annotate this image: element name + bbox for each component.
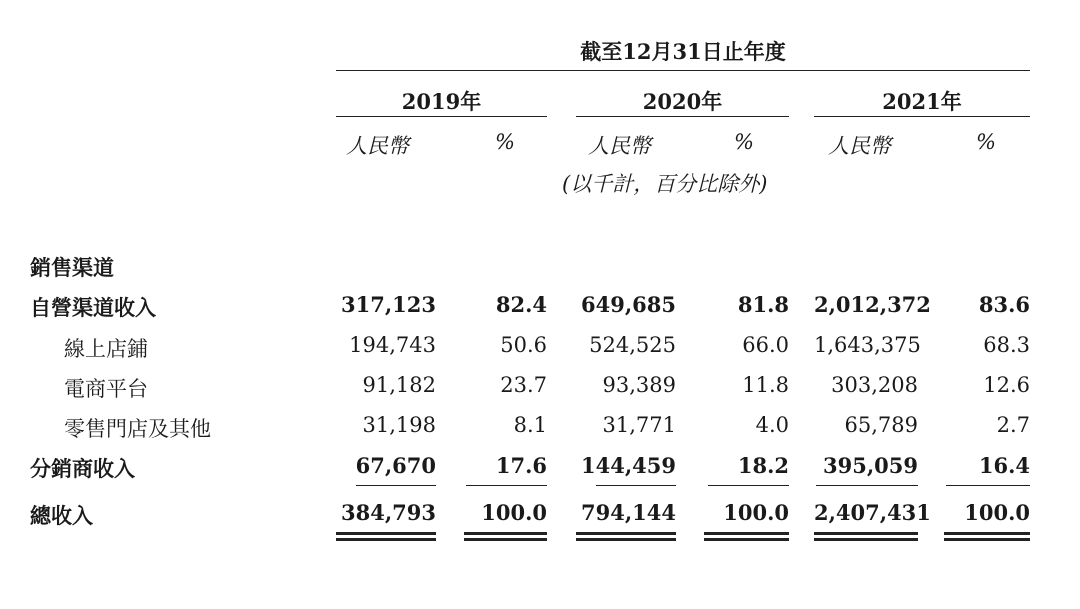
cell-total-2020-pct: 100.0	[723, 500, 789, 525]
cell-total-2019-amount: 384,793	[341, 500, 436, 525]
cell-online-store-2019-pct: 50.6	[500, 333, 547, 357]
percent-2020: %	[734, 130, 754, 154]
cell-self-operated-2020-amount: 649,685	[581, 292, 676, 317]
cell-ecommerce-2021-pct: 12.6	[983, 373, 1030, 397]
cell-retail-2020-pct: 4.0	[755, 413, 789, 437]
year-2020-underline	[576, 116, 789, 117]
cell-online-store-2020-pct: 66.0	[742, 333, 789, 357]
cell-total-2021-pct: 100.0	[964, 500, 1030, 525]
cell-total-2020-amount: 794,144	[581, 500, 676, 525]
percent-2021: %	[976, 130, 996, 154]
cell-ecommerce-2021-amount: 303,208	[831, 373, 918, 397]
total-double-rule-1b	[336, 538, 436, 541]
row-label-distributor-revenue: 分銷商收入	[30, 457, 135, 481]
total-double-rule-3a	[576, 532, 676, 535]
section-title: 銷售渠道	[30, 256, 114, 280]
total-double-rule-4b	[704, 538, 789, 541]
cell-retail-2021-pct: 2.7	[996, 413, 1030, 437]
cell-online-store-2020-amount: 524,525	[589, 333, 676, 357]
cell-self-operated-2019-pct: 82.4	[495, 292, 547, 317]
cell-distributor-2020-amount: 144,459	[581, 453, 676, 478]
cell-self-operated-2020-pct: 81.8	[737, 292, 789, 317]
year-2021-heading: 2021年	[882, 89, 962, 114]
cell-distributor-2019-amount: 67,670	[355, 453, 436, 478]
year-2020-heading: 2020年	[642, 89, 723, 114]
cell-self-operated-2019-amount: 317,123	[341, 292, 436, 317]
year-2019-underline	[336, 116, 547, 117]
row-label-online-store: 線上店鋪	[64, 337, 148, 361]
cell-ecommerce-2020-amount: 93,389	[602, 373, 676, 397]
cell-distributor-2021-pct: 16.4	[978, 453, 1030, 478]
cell-ecommerce-2020-pct: 11.8	[742, 373, 789, 397]
cell-self-operated-2021-amount: 2,012,372	[814, 292, 931, 317]
total-double-rule-6a	[944, 532, 1030, 535]
row-label-total-revenue: 總收入	[30, 504, 93, 528]
total-double-rule-3b	[576, 538, 676, 541]
cell-retail-2019-amount: 31,198	[362, 413, 436, 437]
total-double-rule-4a	[704, 532, 789, 535]
year-2021-underline	[814, 116, 1030, 117]
percent-2019: %	[495, 130, 515, 154]
total-double-rule-5b	[814, 538, 918, 541]
subtotal-rule-6	[946, 485, 1030, 486]
row-label-ecommerce-platform: 電商平台	[64, 377, 148, 401]
row-label-retail-stores-other: 零售門店及其他	[64, 417, 211, 441]
cell-online-store-2021-pct: 68.3	[983, 333, 1030, 357]
row-label-self-operated: 自營渠道收入	[30, 296, 156, 320]
cell-ecommerce-2019-amount: 91,182	[362, 373, 436, 397]
cell-online-store-2019-amount: 194,743	[349, 333, 436, 357]
cell-self-operated-2021-pct: 83.6	[978, 292, 1030, 317]
cell-retail-2021-amount: 65,789	[844, 413, 918, 437]
subtotal-rule-4	[708, 485, 789, 486]
cell-online-store-2021-amount: 1,643,375	[814, 333, 921, 357]
period-underline	[336, 70, 1030, 71]
cell-ecommerce-2019-pct: 23.7	[500, 373, 547, 397]
subtotal-rule-2	[466, 485, 547, 486]
subtotal-rule-3	[596, 485, 676, 486]
unit-2020: 人民幣	[588, 134, 651, 158]
period-heading: 截至12月31日止年度	[580, 39, 786, 64]
cell-total-2019-pct: 100.0	[481, 500, 547, 525]
unit-note: (以千計，百分比除外)	[562, 172, 768, 196]
cell-distributor-2021-amount: 395,059	[823, 453, 918, 478]
total-double-rule-2a	[464, 532, 547, 535]
cell-distributor-2020-pct: 18.2	[737, 453, 789, 478]
cell-total-2021-amount: 2,407,431	[814, 500, 931, 525]
year-2019-heading: 2019年	[401, 89, 482, 114]
subtotal-rule-1	[356, 485, 436, 486]
total-double-rule-6b	[944, 538, 1030, 541]
cell-retail-2020-amount: 31,771	[602, 413, 676, 437]
total-double-rule-5a	[814, 532, 918, 535]
unit-2019: 人民幣	[346, 134, 409, 158]
unit-2021: 人民幣	[828, 134, 891, 158]
subtotal-rule-5	[816, 485, 918, 486]
cell-retail-2019-pct: 8.1	[513, 413, 547, 437]
cell-distributor-2019-pct: 17.6	[495, 453, 547, 478]
total-double-rule-2b	[464, 538, 547, 541]
total-double-rule-1a	[336, 532, 436, 535]
